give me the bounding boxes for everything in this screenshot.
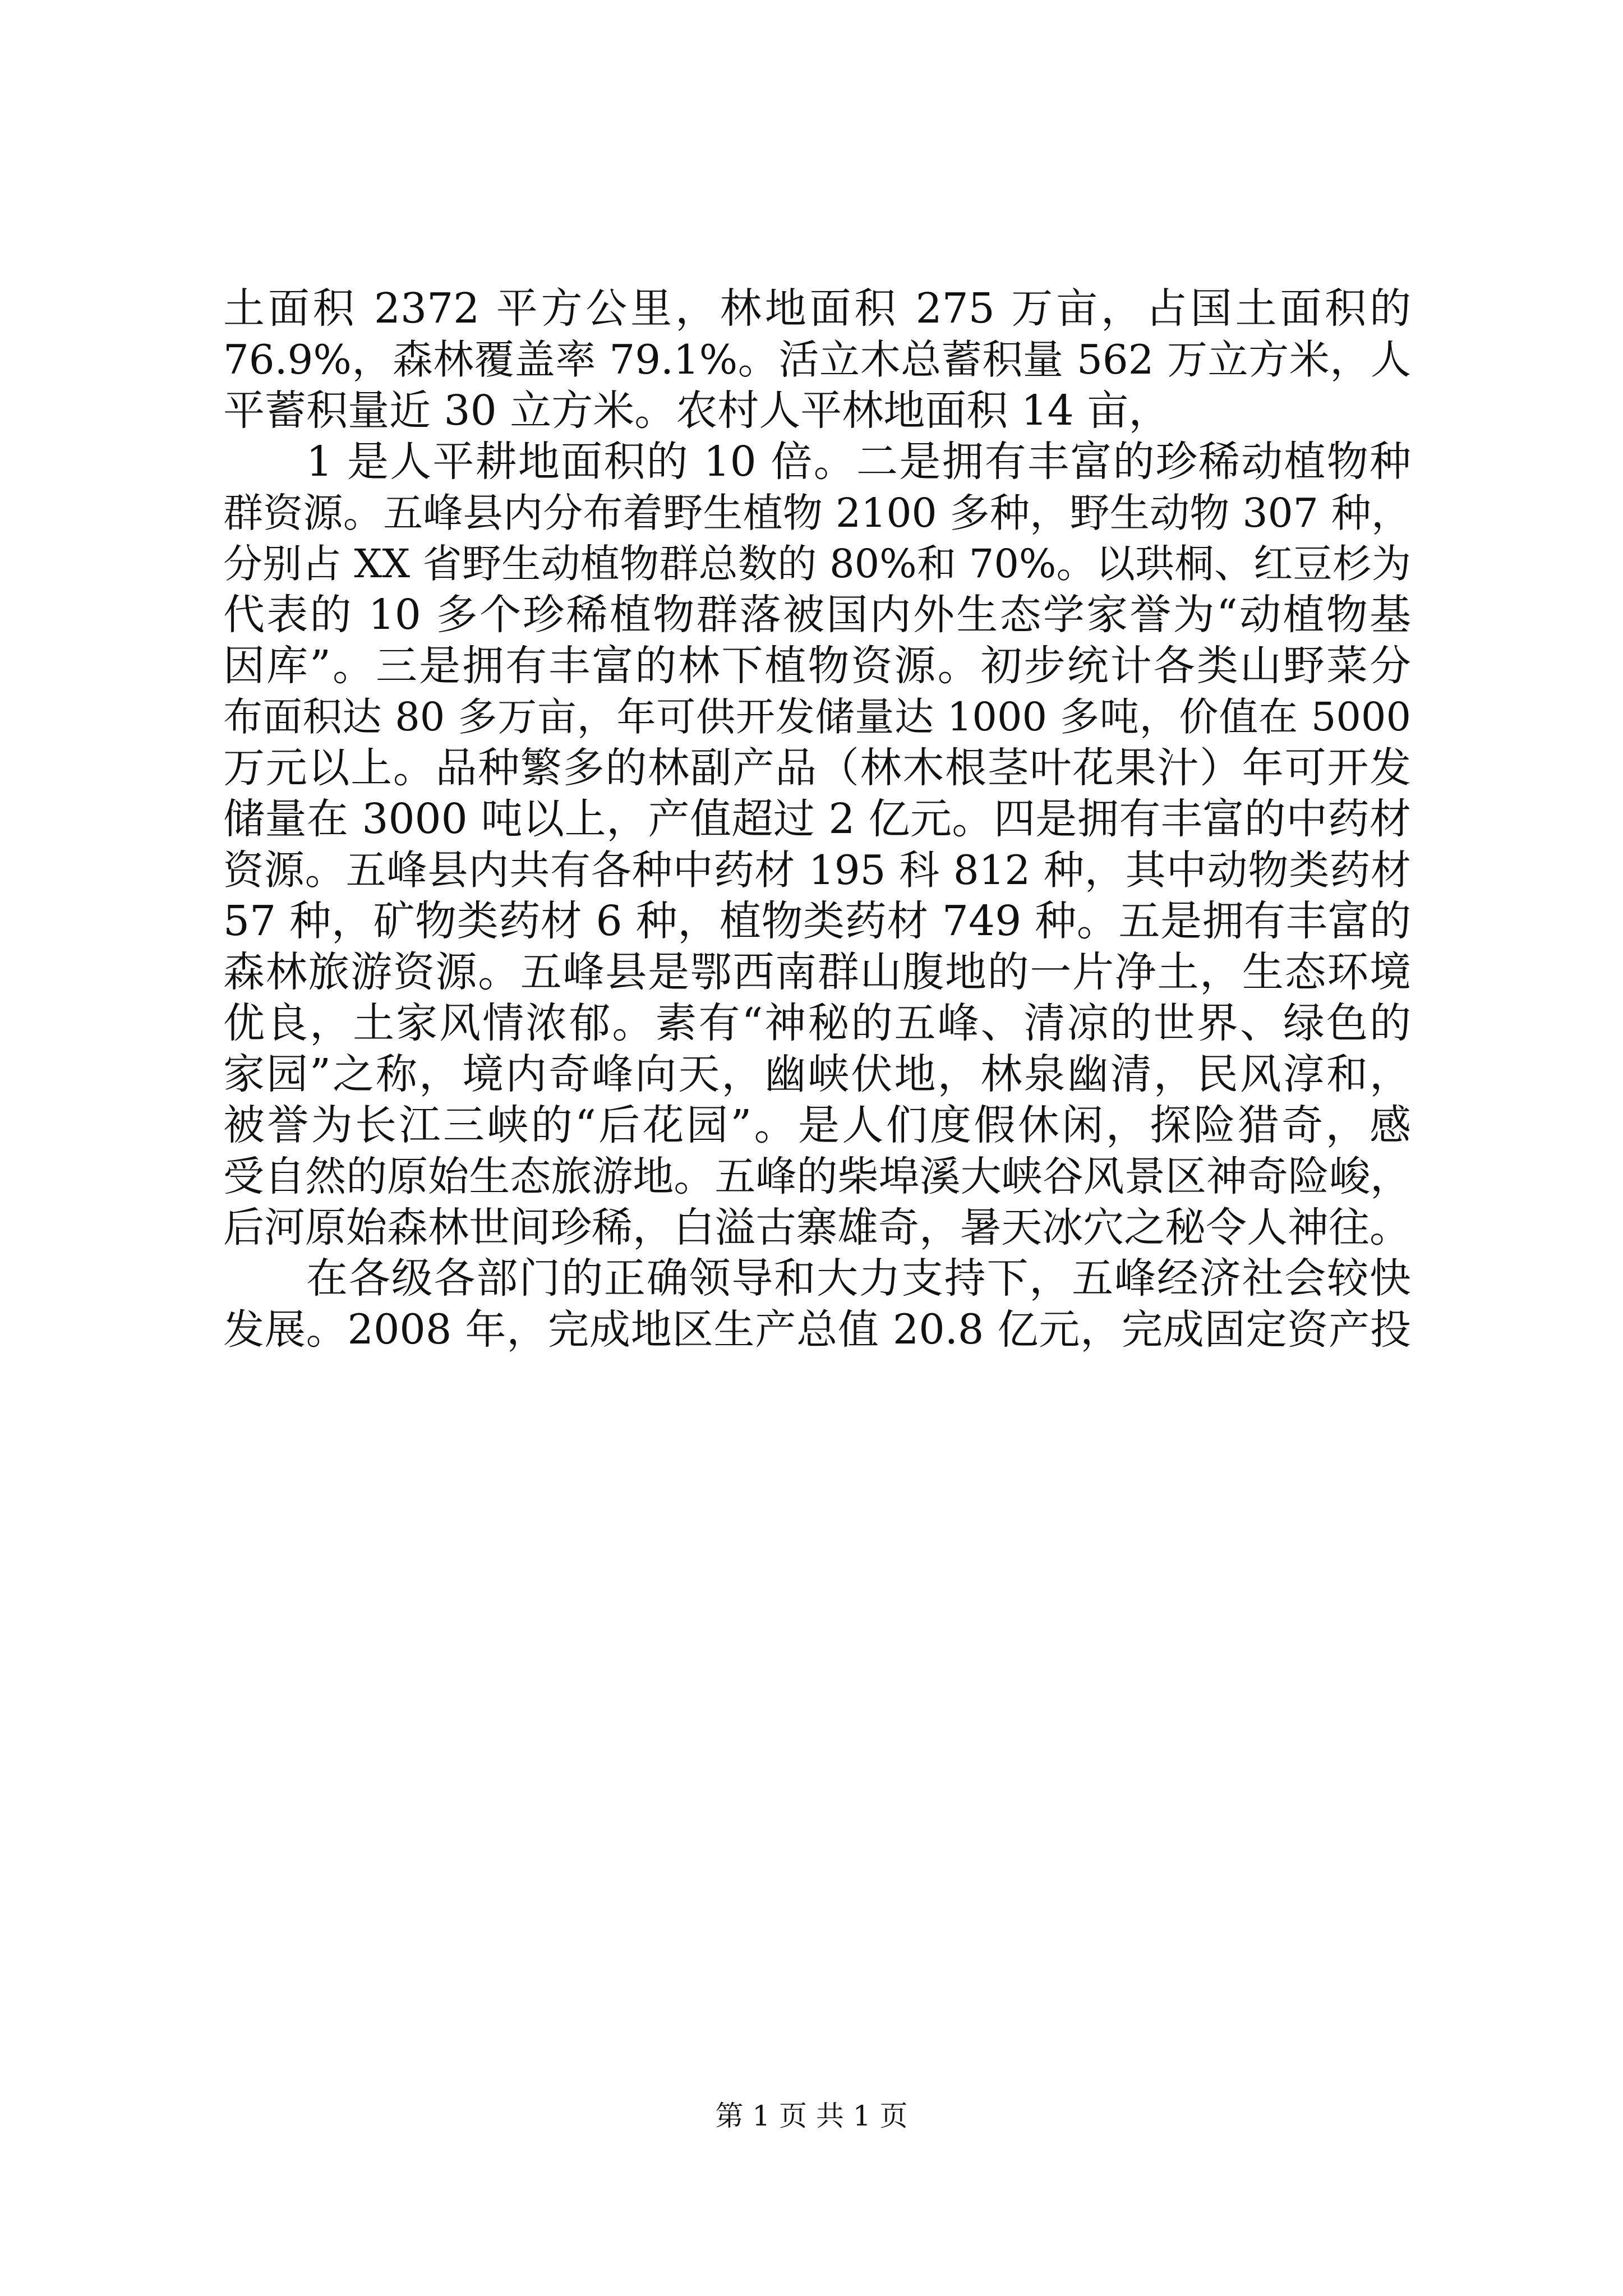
- text-line: 76.9%，森林覆盖率 79.1%。活立木总蓄积量 562 万立方米，人: [223, 336, 1411, 383]
- text-line: 受自然的原始生态旅游地。五峰的柴埠溪大峡谷风景区神奇险峻，: [223, 1153, 1411, 1200]
- page-number-label: 第 1 页 共 1 页: [715, 2100, 908, 2132]
- text-line: 家园”之称，境内奇峰向天，幽峡伏地，林泉幽清，民风淳和，: [223, 1050, 1411, 1098]
- paragraph: [223, 283, 1411, 436]
- text-line: 森林旅游资源。五峰县是鄂西南群山腹地的一片净土，生态环境: [223, 948, 1411, 996]
- text-line: 资源。五峰县内共有各种中药材 195 科 812 种，其中动物类药材: [223, 846, 1411, 894]
- text-line: 优良，土家风情浓郁。素有“神秘的五峰、清凉的世界、绿色的: [223, 999, 1411, 1047]
- paragraph: [223, 1253, 1411, 1355]
- text-line: 分别占 XX 省野生动植物群总数的 80%和 70%。以珙桐、红豆杉为: [223, 541, 1411, 587]
- text-line: 群资源。五峰县内分布着野生植物 2100 多种，野生动物 307 种，: [223, 490, 1412, 536]
- text-line: 1 是人平耕地面积的 10 倍。二是拥有丰富的珍稀动植物种: [306, 438, 1411, 486]
- text-line: 发展。2008 年，完成地区生产总值 20.8 亿元，完成固定资产投: [223, 1306, 1411, 1354]
- text-line: 储量在 3000 吨以上，产值超过 2 亿元。四是拥有丰富的中药材: [223, 795, 1411, 843]
- paragraph: [223, 436, 1411, 1253]
- text-line: 布面积达 80 多万亩，年可供开发储量达 1000 多吨，价值在 5000: [223, 694, 1411, 740]
- text-line: 57 种，矿物类药材 6 种，植物类药材 749 种。五是拥有丰富的: [223, 897, 1411, 945]
- page-footer: [0, 2099, 1623, 2133]
- text-line: 代表的 10 多个珍稀植物群落被国内外生态学家誉为“动植物基: [223, 591, 1411, 639]
- text-line: 平蓄积量近 30 立方米。农村人平林地面积 14 亩，: [223, 386, 1170, 435]
- text-line: 万元以上。品种繁多的林副产品（林木根茎叶花果汁）年可开发: [223, 744, 1411, 792]
- text-line: 土面积 2372 平方公里，林地面积 275 万亩，占国土面积的: [223, 284, 1411, 333]
- text-line: 被誉为长江三峡的“后花园”。是人们度假休闲，探险猎奇，感: [223, 1101, 1411, 1149]
- text-line: 在各级各部门的正确领导和大力支持下，五峰经济社会较快: [306, 1254, 1411, 1303]
- text-line: 后河原始森林世间珍稀，白溢古寨雄奇，暑天冰穴之秘令人神往。: [223, 1204, 1410, 1251]
- text-line: 因库”。三是拥有丰富的林下植物资源。初步统计各类山野菜分: [223, 642, 1411, 690]
- body-text: [223, 283, 1411, 1355]
